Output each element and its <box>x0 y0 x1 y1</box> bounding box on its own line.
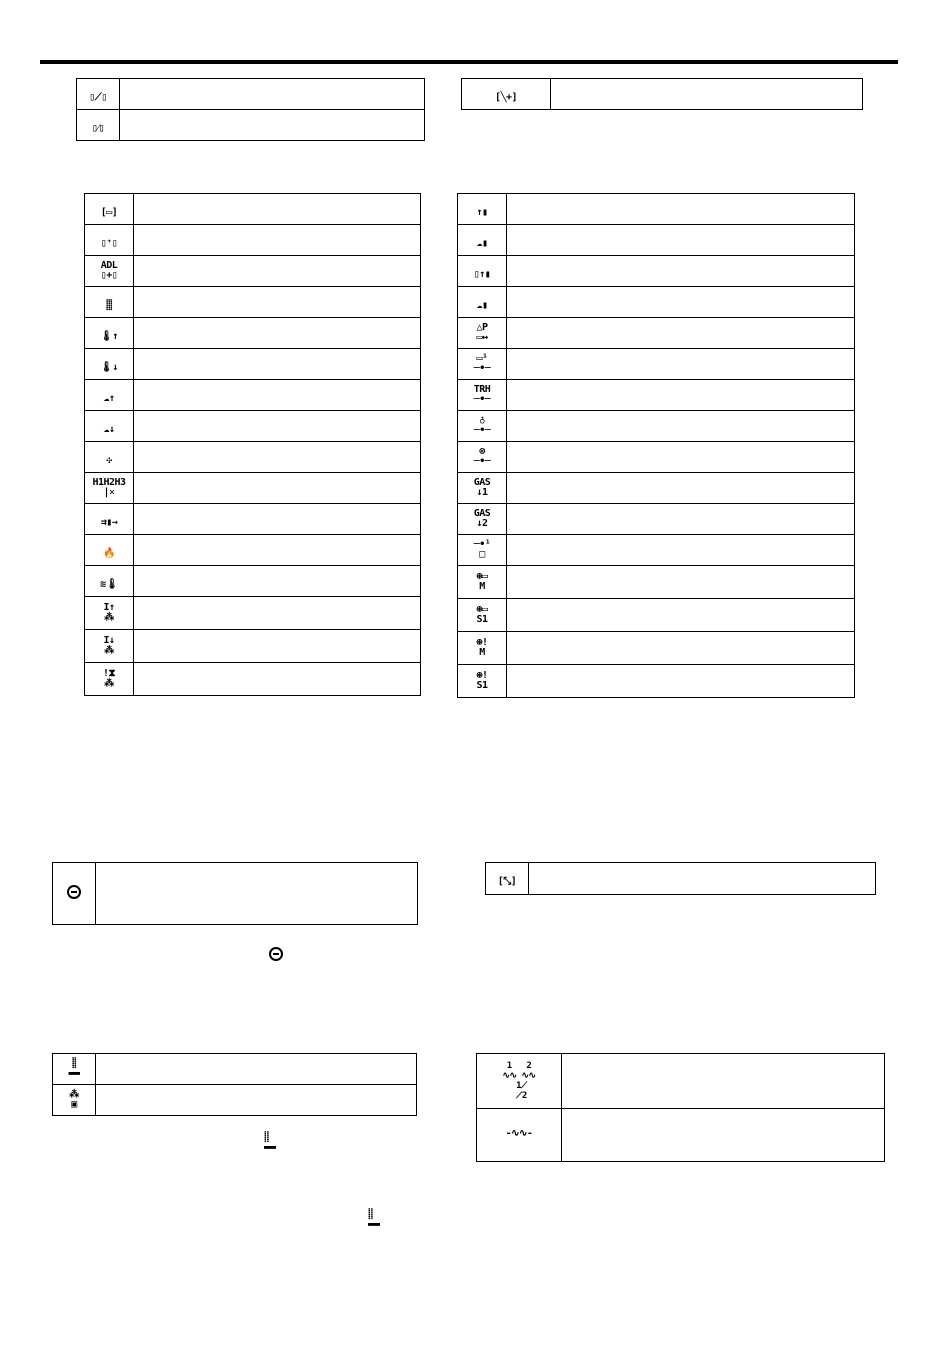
symbol-description <box>507 442 855 473</box>
symbol-description <box>120 110 425 141</box>
step-switch-plus-icon: ▯⁺▯ <box>100 237 118 249</box>
table-row <box>458 287 855 318</box>
table-row <box>85 535 421 566</box>
symbol-description <box>96 863 418 925</box>
symbol-description <box>120 79 425 110</box>
probe-icon: ♁ ─•─ <box>473 414 491 436</box>
compressor-s1-icon: ⊛▭ S1 <box>476 603 488 625</box>
table-row <box>458 380 855 411</box>
compressor-icon <box>269 947 283 961</box>
symbol-description <box>134 597 421 630</box>
table-row <box>85 318 421 349</box>
trh-sensor-icon: TRH ─•─ <box>473 383 491 405</box>
table-row <box>458 349 855 380</box>
symbol-description <box>551 79 863 110</box>
table-row <box>77 110 425 141</box>
table-row <box>458 473 855 504</box>
symbol-description <box>562 1054 885 1109</box>
water-tank-icon: ⁂ ▣ <box>69 1088 79 1110</box>
symbol-description <box>507 632 855 665</box>
table-row <box>458 411 855 442</box>
compressor-m-alt-icon: ⊛! M <box>476 636 488 658</box>
symbol-description <box>134 194 421 225</box>
table-grid-symbol <box>461 78 863 110</box>
table-row <box>85 473 421 504</box>
step-switch-icon: ▯⁄▯ <box>91 122 105 134</box>
drip-tray-icon: ⸽⸽ ▬▬ <box>264 1132 277 1153</box>
display-icon: [▭] <box>100 206 118 218</box>
drops-icon: ⸽⸽⸽ <box>105 299 113 311</box>
door-filter-icon: ▯↑▮ <box>473 268 491 280</box>
table-row <box>85 349 421 380</box>
table-switch-symbols <box>76 78 425 141</box>
table-row <box>85 194 421 225</box>
table-row <box>85 442 421 473</box>
table-unit-symbols-right <box>457 193 855 698</box>
compressor-m-icon: ⊛▭ M <box>476 570 488 592</box>
heater-stages-icon: 1 2 ∿∿ ∿∿ 1⟋ ⟋2 <box>502 1060 536 1101</box>
table-row <box>458 318 855 349</box>
table-row <box>53 1054 417 1085</box>
table-row <box>53 1085 417 1116</box>
table-heater-symbols <box>476 1053 885 1162</box>
symbol-description <box>507 225 855 256</box>
table-row <box>458 632 855 665</box>
table-compressor-symbol <box>52 862 418 925</box>
table-resize-symbol <box>485 862 876 895</box>
symbol-description <box>134 442 421 473</box>
table-row <box>462 79 863 110</box>
humid-filter-icon: ☁▮ <box>476 237 488 249</box>
adl-icon: ADL ▯+▯ <box>100 259 118 281</box>
symbol-description <box>134 663 421 696</box>
symbol-description <box>562 1109 885 1162</box>
grid-icon: [╲+] <box>494 91 518 103</box>
table-row <box>458 504 855 535</box>
symbol-description <box>507 535 855 566</box>
table-unit-symbols-left <box>84 193 421 696</box>
symbol-description <box>507 504 855 535</box>
symbol-description <box>96 1054 417 1085</box>
table-row <box>458 442 855 473</box>
symbol-description <box>134 535 421 566</box>
table-row <box>486 863 876 895</box>
symbol-description <box>507 380 855 411</box>
symbol-description <box>507 256 855 287</box>
symbol-description <box>134 349 421 380</box>
humidity-up-icon: ☁↑ <box>103 392 115 404</box>
table-row <box>85 380 421 411</box>
line-sensor-icon: ─•¹ □ <box>473 538 491 560</box>
symbol-description <box>134 256 421 287</box>
compressor-icon <box>67 885 81 899</box>
humidity-down-icon: ☁↓ <box>103 423 115 435</box>
symbol-description <box>507 194 855 225</box>
symbol-description <box>134 287 421 318</box>
table-row <box>85 566 421 597</box>
symbol-description <box>134 566 421 597</box>
sensor-1-icon: ▭¹ ─•─ <box>473 352 491 374</box>
symbol-description <box>134 318 421 349</box>
symbol-description <box>134 411 421 442</box>
spray-alarm-icon: !⧗ ⁂ <box>102 667 116 689</box>
table-row <box>85 597 421 630</box>
table-row <box>53 863 418 925</box>
symbol-description <box>134 473 421 504</box>
table-row <box>85 287 421 318</box>
compressor-s1-alt-icon: ⊛! S1 <box>476 669 488 691</box>
gas-1-icon: GAS ↓1 <box>473 476 491 498</box>
table-row <box>85 504 421 535</box>
spray-down-icon: I↓ ⁂ <box>103 634 115 656</box>
symbol-description <box>134 225 421 256</box>
symbol-description <box>507 665 855 698</box>
header-rule <box>40 60 898 64</box>
table-row <box>458 225 855 256</box>
symbol-description <box>507 473 855 504</box>
drip-tray-icon: ⸽⸽ ▬▬ <box>368 1209 381 1230</box>
dial-icon: ⊗ ─•─ <box>473 445 491 467</box>
symbol-description <box>507 599 855 632</box>
flow-icon: ⇉▮→ <box>100 516 118 528</box>
delta-p-icon: △P ▭↔ <box>476 321 488 343</box>
table-row <box>458 535 855 566</box>
table-water-symbols <box>52 1053 417 1116</box>
symbol-description <box>529 863 876 895</box>
symbol-description <box>96 1085 417 1116</box>
table-row <box>477 1054 885 1109</box>
cloud-filter-icon: ☁▮ <box>476 299 488 311</box>
table-row <box>458 599 855 632</box>
filter-up-icon: ↑▮ <box>476 206 488 218</box>
table-row <box>458 665 855 698</box>
symbol-description <box>134 630 421 663</box>
temp-up-icon: 🌡↑ <box>100 330 118 342</box>
table-row <box>458 566 855 599</box>
symbol-description <box>507 566 855 599</box>
table-row <box>77 79 425 110</box>
table-row <box>85 225 421 256</box>
symbol-description <box>134 380 421 411</box>
symbol-description <box>507 318 855 349</box>
heat-temp-icon: ≋🌡 <box>100 578 118 590</box>
symbol-description <box>507 349 855 380</box>
table-row <box>85 663 421 696</box>
fan-icon: ✣ <box>106 454 112 466</box>
symbol-description <box>134 504 421 535</box>
gas-2-icon: GAS ↓2 <box>473 507 491 529</box>
sequence-icon: H1H2H3 |✕ <box>92 476 126 498</box>
temp-down-icon: 🌡↓ <box>100 361 118 373</box>
symbol-description <box>507 287 855 318</box>
symbol-description <box>507 411 855 442</box>
heater-icon: -∿∿- <box>505 1128 533 1139</box>
table-row <box>85 630 421 663</box>
drip-tray-icon: ⸽⸽ ▬▬ <box>68 1057 80 1079</box>
table-row <box>458 194 855 225</box>
table-row <box>477 1109 885 1162</box>
resize-icon: [⤡] <box>497 876 517 887</box>
rise-switch-icon: ▯⟋▯ <box>89 91 107 103</box>
table-row <box>85 256 421 287</box>
flame-icon: 🔥 <box>103 547 115 559</box>
table-row <box>85 411 421 442</box>
table-row <box>458 256 855 287</box>
spray-up-icon: I↑ ⁂ <box>103 601 115 623</box>
